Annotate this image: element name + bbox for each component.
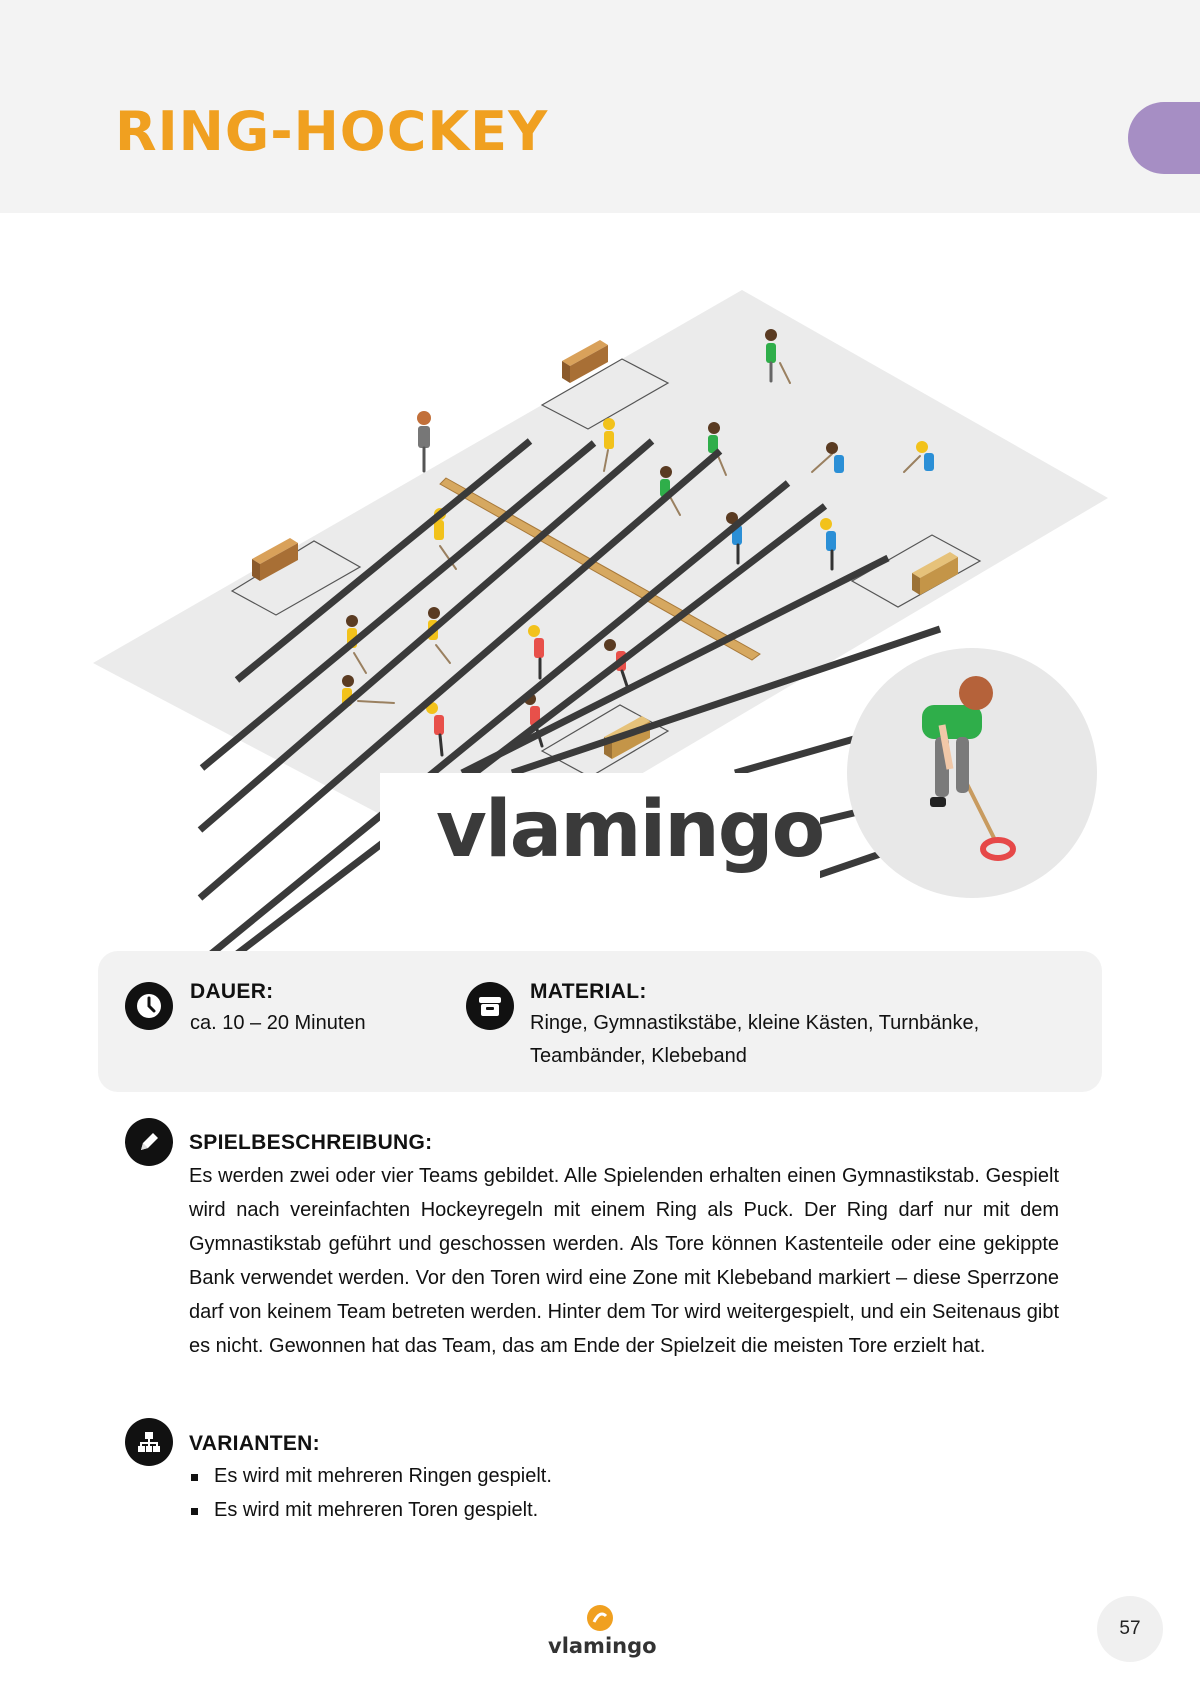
archive-box-icon bbox=[466, 982, 514, 1030]
info-box bbox=[98, 951, 1102, 1092]
material-label: MATERIAL: bbox=[530, 980, 647, 1003]
page-title: RING-HOCKEY bbox=[115, 100, 549, 163]
header-band bbox=[0, 0, 1200, 213]
description-text: Es werden zwei oder vier Teams gebildet. Alle Spielenden erhalten einen Gymnastikstab. Gespielt wird nach vereinfachten Hockeyregeln mit einem Ring als Puck. Der Ring darf nur mit dem Gymnastikstab geführt und geschossen werden. Als Tore können Kastenteile oder eine gekippte Bank verwendet werden. Vor den Toren wird eine Zone mit Klebeband markiert – diese Sperrzone darf von keinem Team betreten werden. Hinter dem Tor wird weitergespielt, und ein Seitenaus gibt es nicht. Gewonnen hat das Team, das am Ende der Spielzeit die meisten Tore erzielt hat. bbox=[189, 1165, 1059, 1357]
material-value: Ringe, Gymnastikstäbe, kleine Kästen, Turnbänke, Teambänder, Klebeband bbox=[530, 1012, 980, 1067]
description-heading: SPIELBESCHREIBUNG: bbox=[189, 1131, 433, 1154]
variants-list bbox=[189, 1459, 1049, 1527]
footer-logo-text: vlamingo bbox=[548, 1634, 657, 1658]
variant-item: Es wird mit mehreren Ringen gespielt. bbox=[189, 1459, 1049, 1493]
variants-heading: VARIANTEN: bbox=[189, 1432, 320, 1455]
player-green bbox=[417, 411, 431, 471]
chapter-tab bbox=[1128, 102, 1200, 174]
page-number: 57 bbox=[1097, 1596, 1163, 1662]
footer-logo bbox=[548, 1600, 657, 1670]
hierarchy-icon bbox=[125, 1418, 173, 1466]
watermark-logo-text: vlamingo bbox=[436, 785, 824, 875]
duration-label: DAUER: bbox=[190, 980, 274, 1003]
clock-icon bbox=[125, 982, 173, 1030]
variant-item: Es wird mit mehreren Toren gespielt. bbox=[189, 1493, 1049, 1527]
duration-value: ca. 10 – 20 Minuten bbox=[190, 1012, 366, 1034]
pencil-icon bbox=[125, 1118, 173, 1166]
